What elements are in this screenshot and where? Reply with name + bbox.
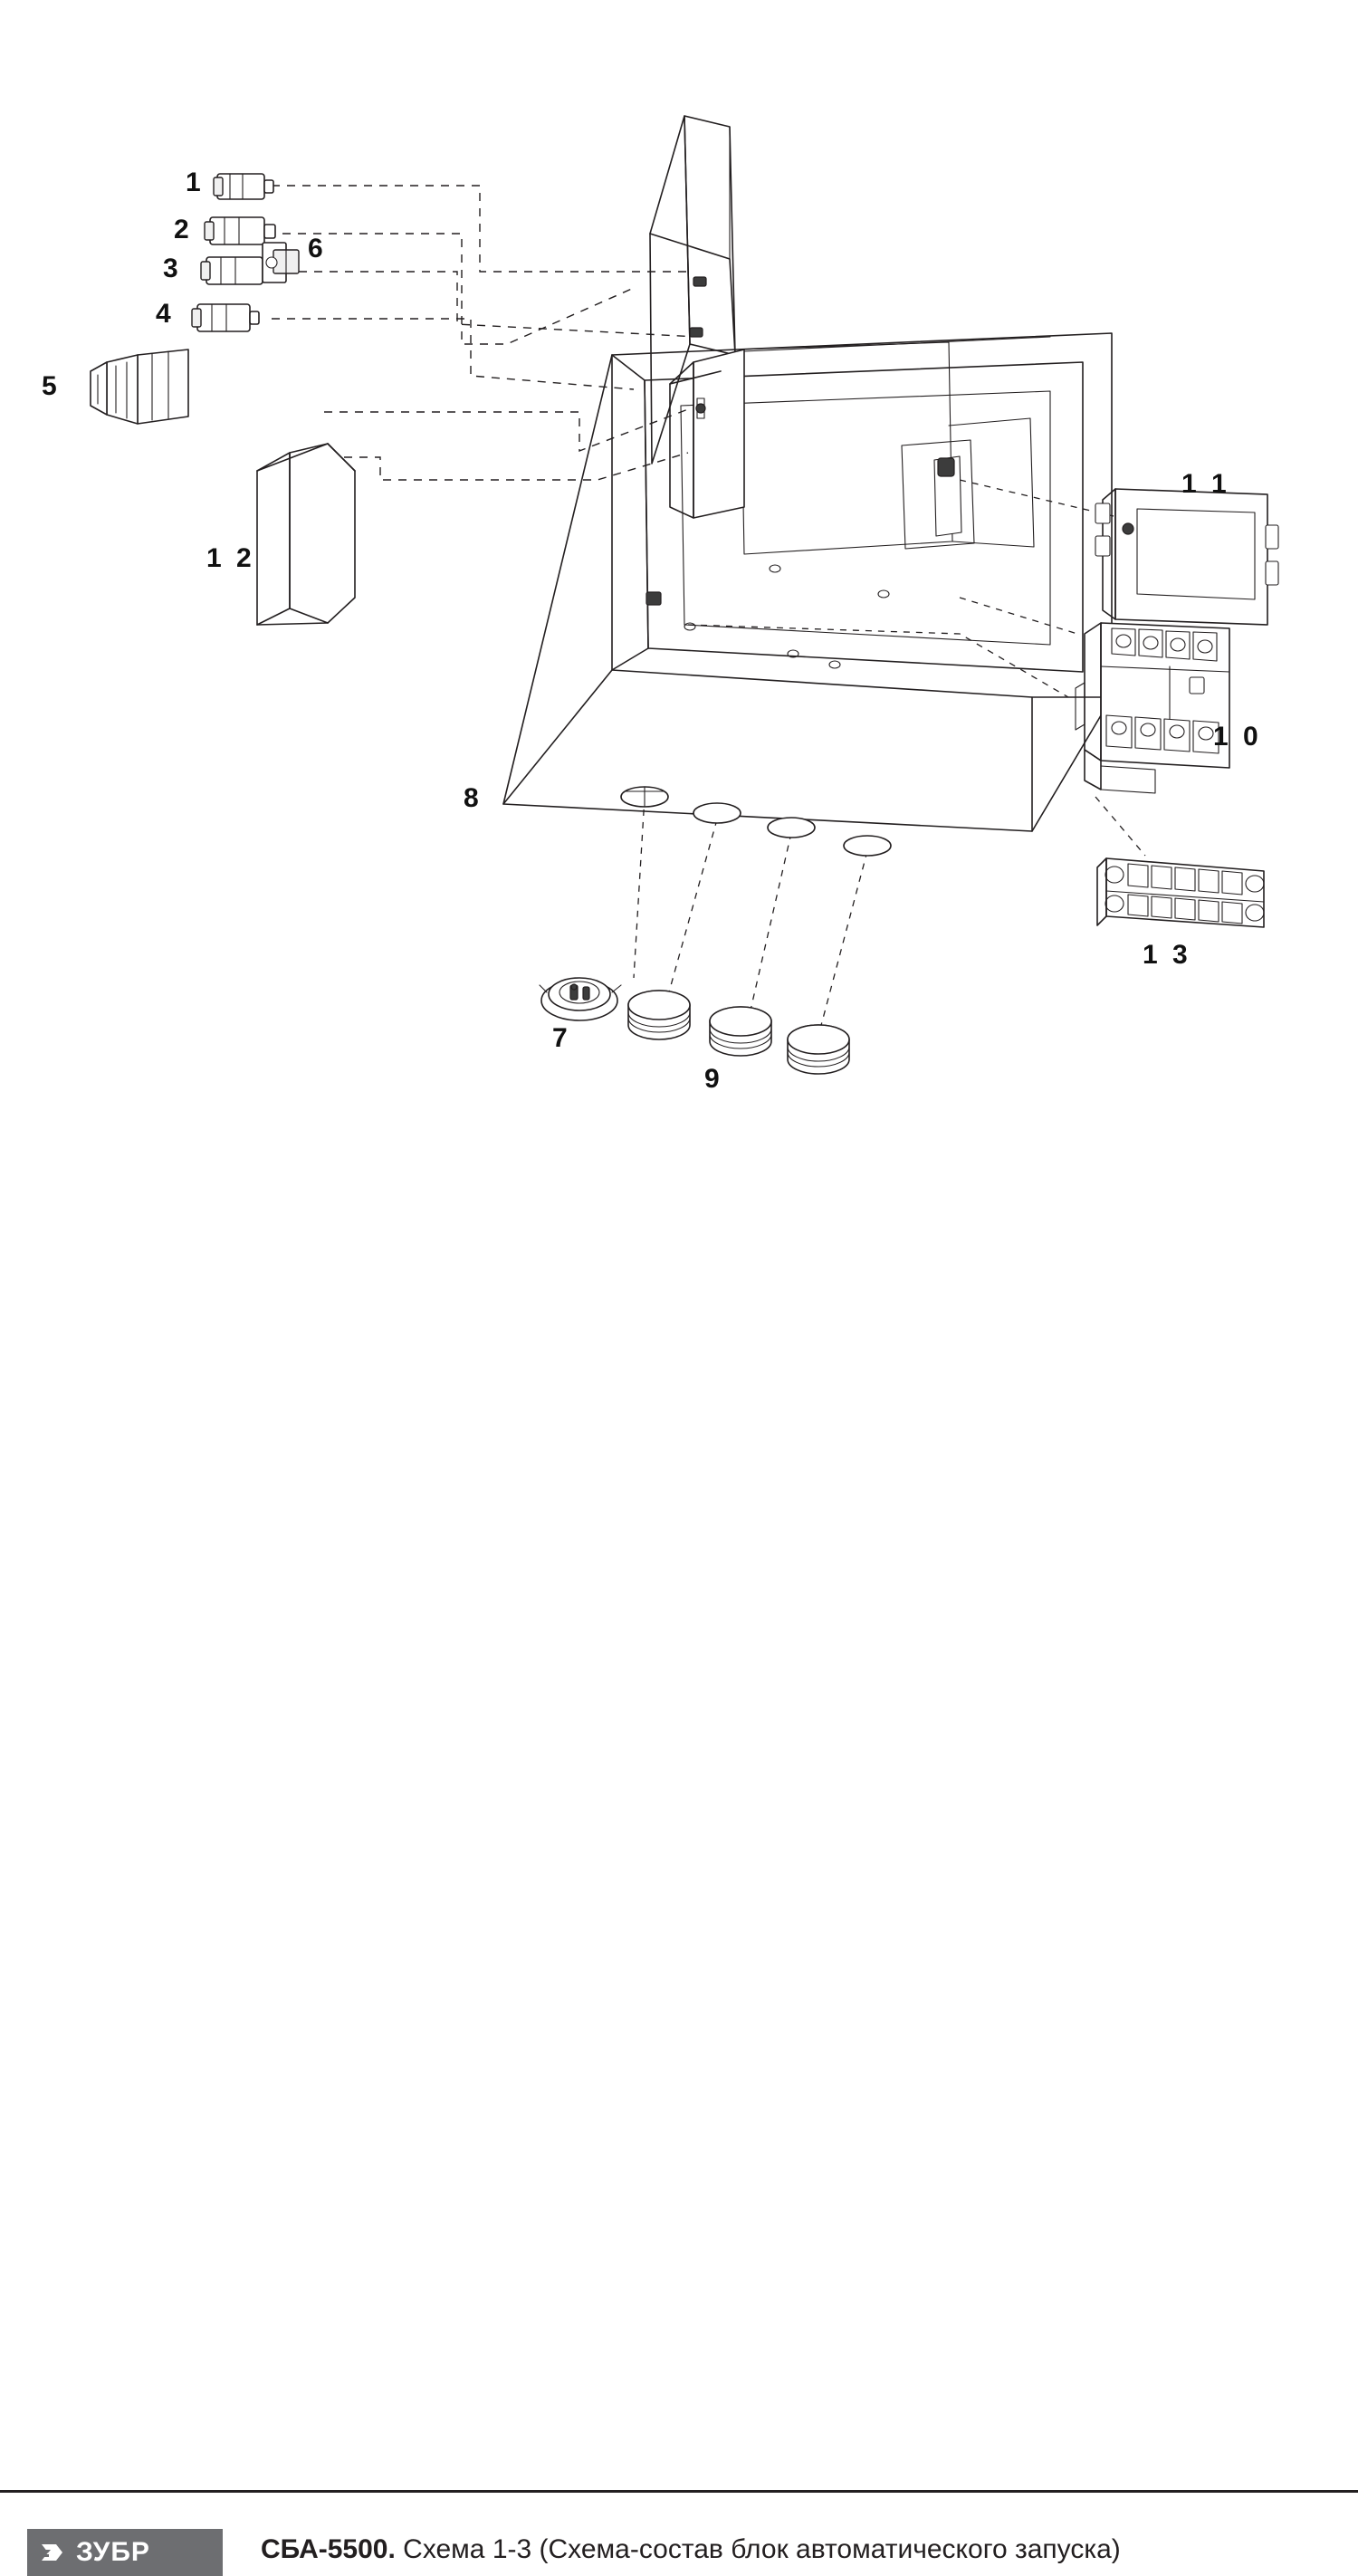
part-3-pin	[201, 257, 263, 284]
part-4-pin	[192, 304, 259, 331]
callout-1: 1	[186, 168, 205, 197]
callout-10: 1 0	[1213, 722, 1262, 752]
part-5-gland	[91, 350, 188, 424]
part-12-block	[257, 444, 355, 625]
part-1-pin	[214, 174, 273, 199]
part-6-connector	[263, 243, 299, 282]
callout-4: 4	[156, 299, 175, 329]
footer-caption	[261, 2534, 1121, 2565]
footer-divider	[0, 2490, 1358, 2493]
part-11-controller	[1095, 489, 1278, 625]
model-number: СБА-5500.	[261, 2534, 396, 2564]
brand-name: ЗУБР	[76, 2537, 150, 2567]
callout-2: 2	[174, 215, 193, 244]
scheme-description: Схема 1-3 (Схема-состав блок автоматического запуска)	[403, 2534, 1121, 2564]
callout-13: 1 3	[1143, 940, 1191, 970]
brand-logo	[27, 2529, 223, 2576]
part-9-caps	[628, 991, 849, 1074]
part-13-terminal-block	[1097, 858, 1264, 927]
zubr-arrow-icon	[38, 2537, 69, 2568]
main-enclosure	[503, 116, 1112, 856]
callout-3: 3	[163, 254, 182, 283]
callout-6: 6	[308, 234, 327, 263]
part-7-socket	[540, 978, 621, 1020]
callout-7: 7	[552, 1023, 571, 1053]
footer	[0, 1245, 1358, 2567]
part-2-pin	[205, 217, 275, 244]
callout-8: 8	[464, 783, 483, 813]
callout-11: 1 1	[1181, 469, 1230, 499]
callout-9: 9	[704, 1064, 723, 1094]
callout-5: 5	[42, 371, 61, 401]
part-10-contactor	[1076, 623, 1229, 793]
callout-12: 1 2	[206, 543, 255, 573]
